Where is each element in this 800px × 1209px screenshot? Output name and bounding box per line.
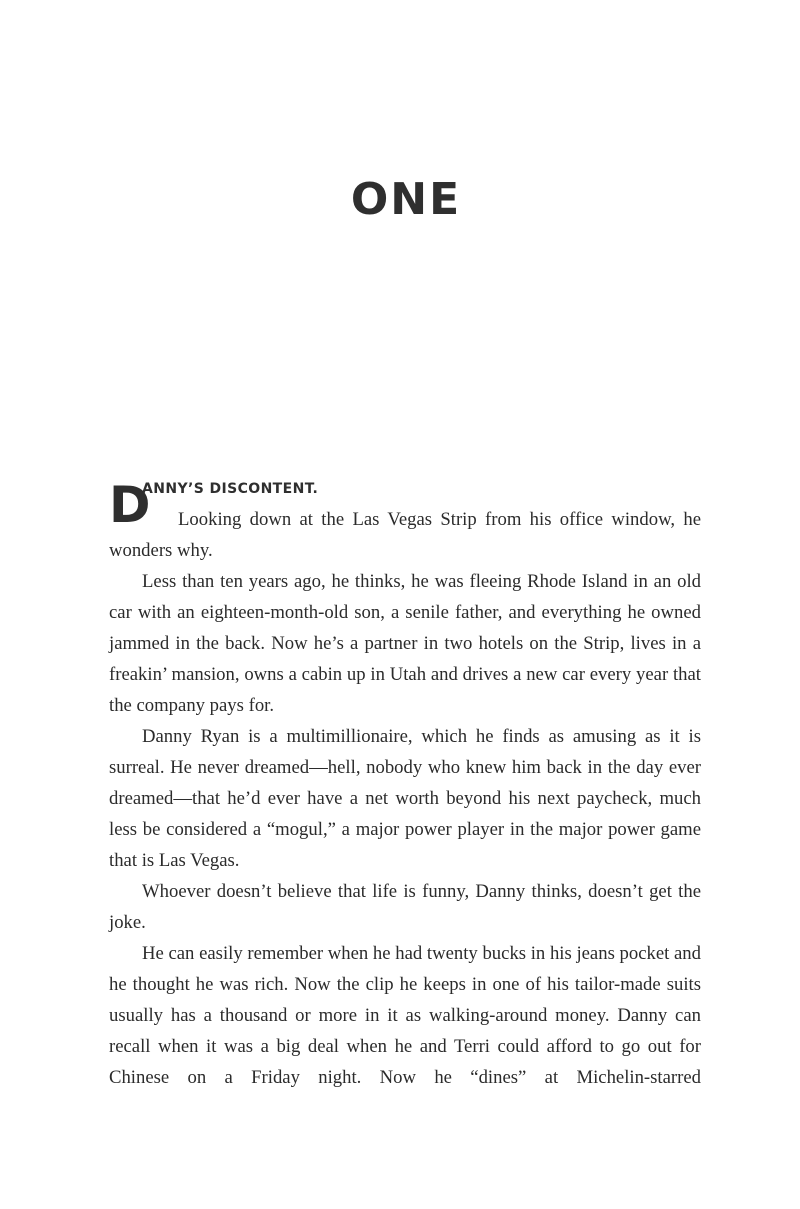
paragraph: Whoever doesn’t believe that life is funny, Danny thinks, doesn’t get the joke. xyxy=(109,881,701,933)
paragraph: He can easily remember when he had twenty bucks in his jeans pocket and he thought he was rich. Now the clip he keeps in one of his tailor-made suits usually has a thousand or more in it as walking-around money. Danny can recall when it was a big deal when he and Terri could afford to go out for Chinese on a Friday night. Now he “dines” at Michelin-starred xyxy=(109,943,701,1088)
chapter-title: ONE xyxy=(350,174,462,225)
drop-cap: D xyxy=(109,476,151,534)
body-text xyxy=(109,504,701,1093)
lead-in-heading: ANNY’S DISCONTENT. xyxy=(142,481,319,497)
paragraph: Danny Ryan is a multimillionaire, which he finds as amusing as it is surreal. He never dreamed—hell, nobody who knew him back in the day ever dreamed—that he’d ever have a net worth beyond his next paycheck, much less be considered a “mogul,” a major power player in the major power game that is Las Vegas. xyxy=(109,726,701,871)
paragraph: Looking down at the Las Vegas Strip from his office window, he wonders why. xyxy=(109,509,701,561)
paragraph: Less than ten years ago, he thinks, he was fleeing Rhode Island in an old car with an eighteen-month-old son, a senile father, and everything he owned jammed in the back. Now he’s a partner in two hotels on the Strip, lives in a freakin’ mansion, owns a cabin up in Utah and drives a new car every year that the company pays for. xyxy=(109,571,701,716)
